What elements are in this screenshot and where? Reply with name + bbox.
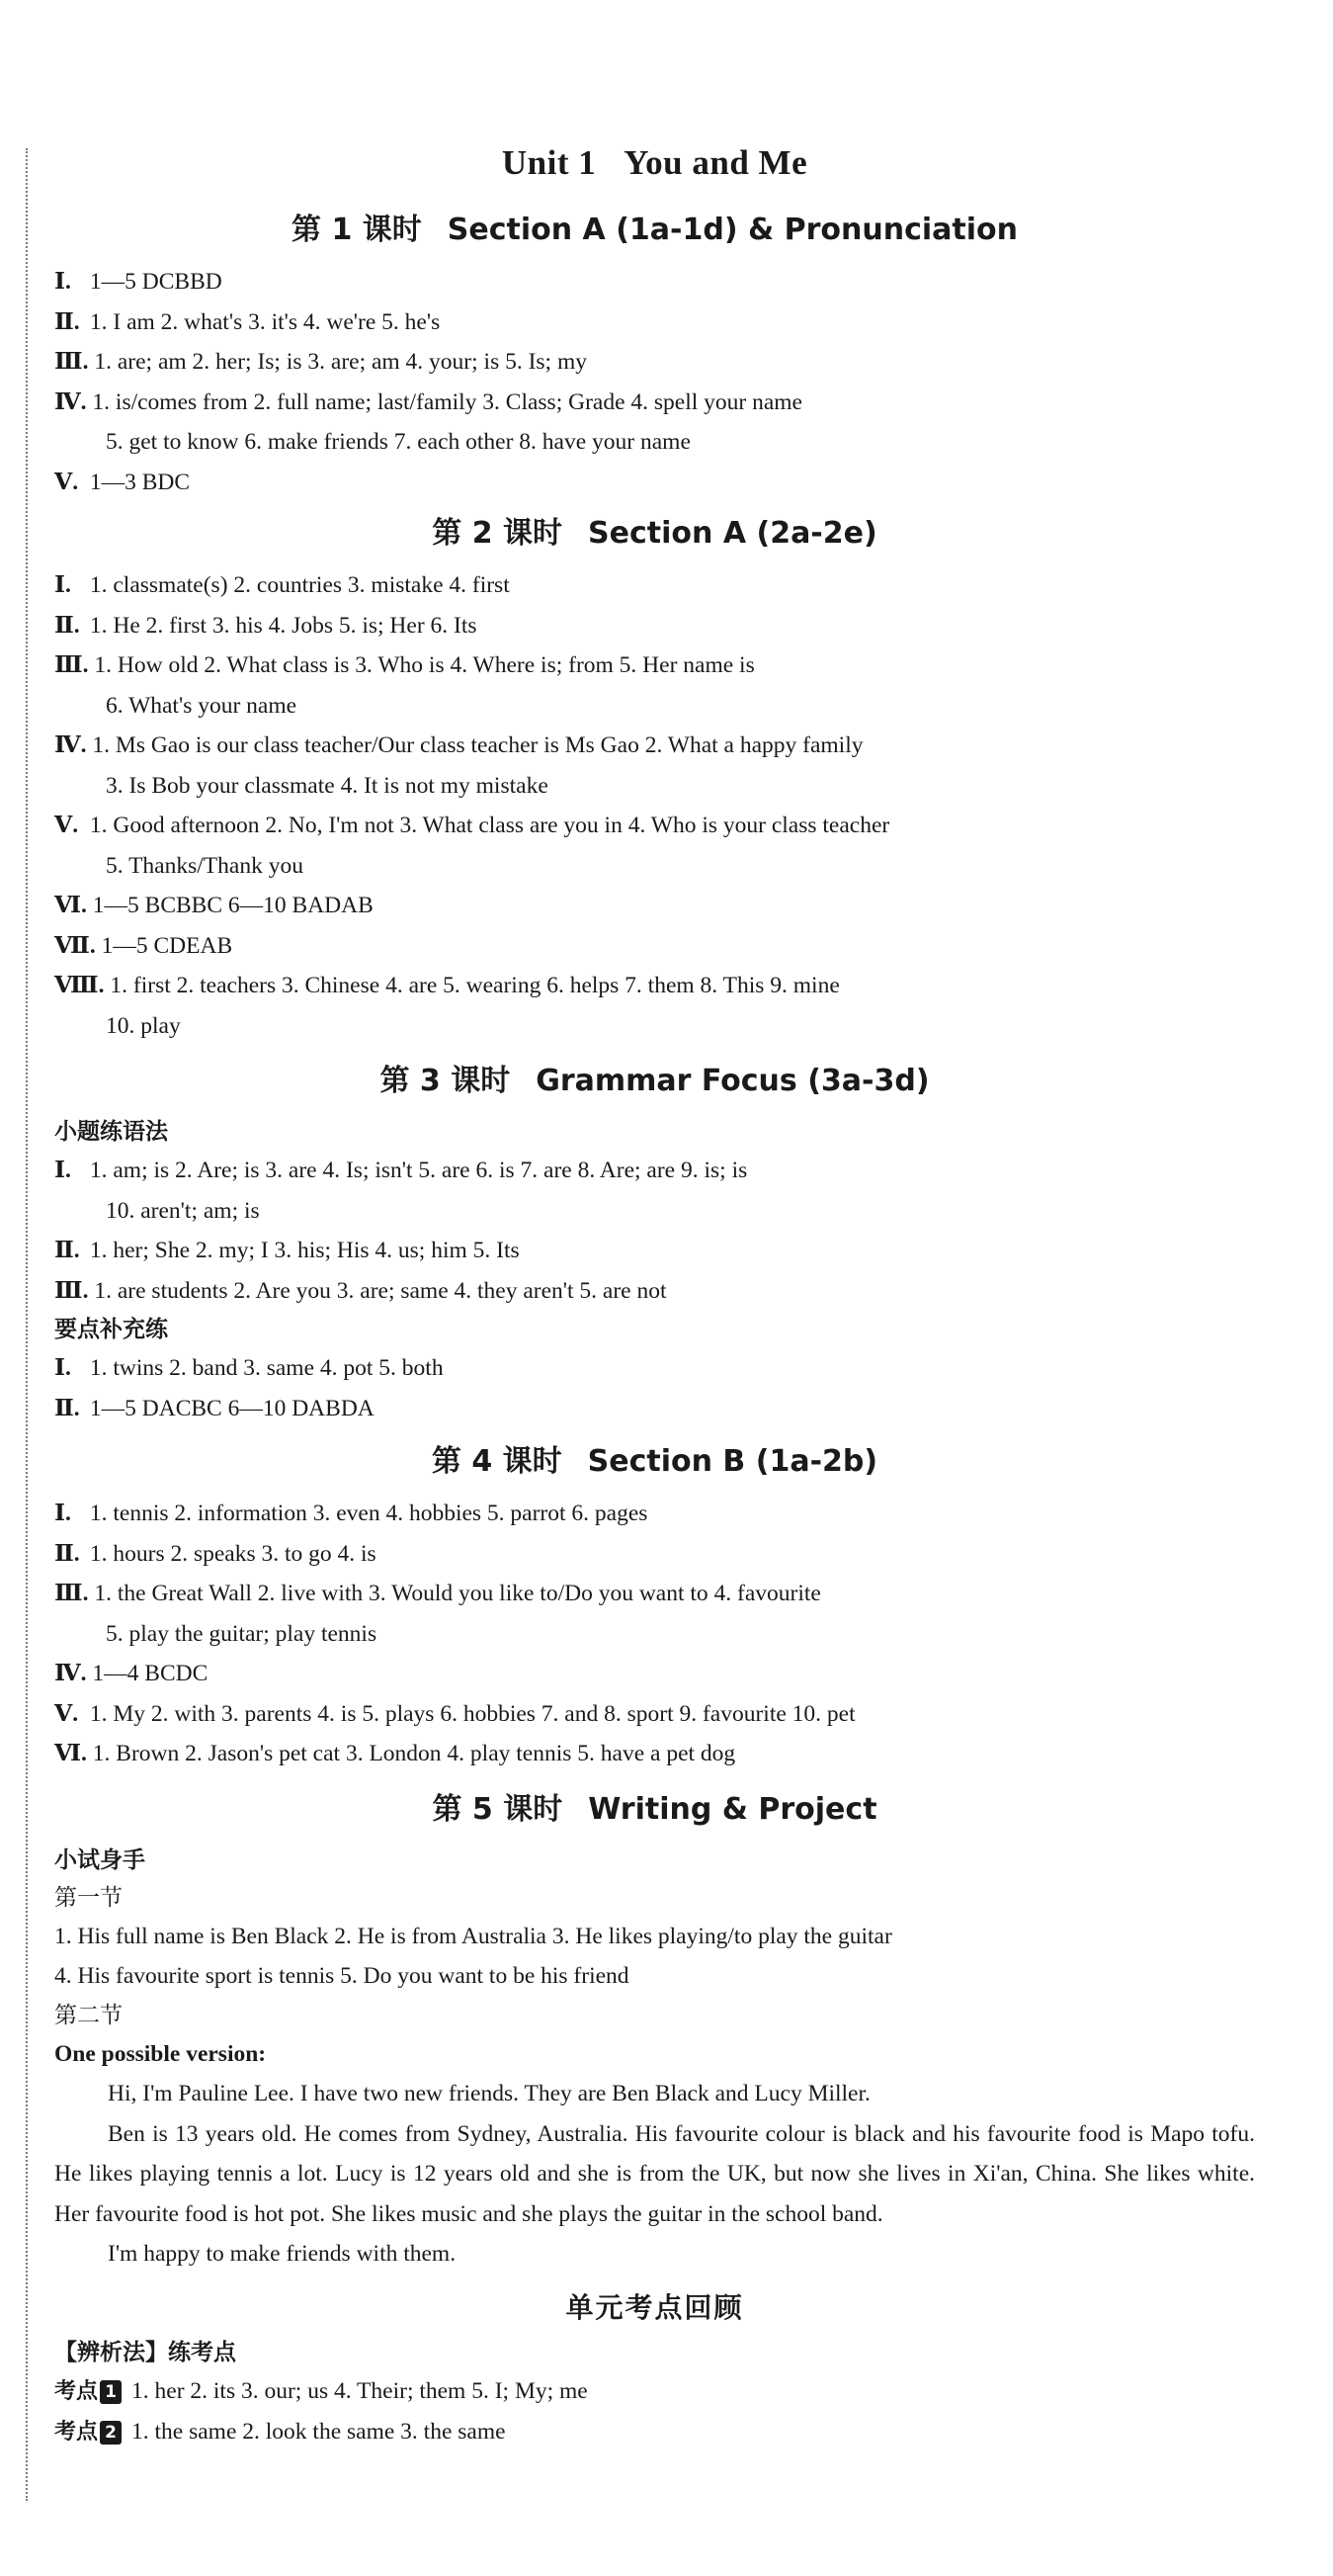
answer-line-continued: 5. Thanks/Thank you — [106, 852, 303, 879]
answer-line: Ⅳ. 1. Ms Gao is our class teacher/Our class teacher is Ms Gao 2. What a happy family — [54, 732, 864, 758]
answer-line: Ⅶ. 1—5 CDEAB — [54, 932, 233, 959]
answer-line: Ⅰ. 1—5 DCBBD — [54, 269, 222, 295]
answer-line: 1. His full name is Ben Black 2. He is from Australia 3. He likes playing/to play the guitar — [54, 1923, 892, 1949]
subsection-heading: 小题练语法 — [54, 1119, 168, 1145]
essay-paragraph: Ben is 13 years old. He comes from Sydney, Australia. His favourite colour is black and his favourite food is Mapo tofu. He likes playing tennis a lot. Lucy is 12 years old and she is from the UK, but now she lives in Xi'an, China. She likes white. Her favourite food is hot pot. She likes music and she plays the guitar in the school band. — [54, 2120, 1255, 2227]
point-number-badge: 1 — [100, 2380, 122, 2404]
lesson-5-answers — [54, 1842, 1255, 2275]
answer-line-continued: 5. play the guitar; play tennis — [106, 1620, 377, 1647]
answer-line-continued: 10. play — [106, 1012, 181, 1039]
essay-paragraph: I'm happy to make friends with them. — [108, 2241, 457, 2267]
answer-line: 4. His favourite sport is tennis 5. Do you want to be his friend — [54, 1963, 629, 1989]
unit-label: Unit 1 — [501, 143, 597, 182]
answer-line: Ⅲ. 1. are; am 2. her; Is; is 3. are; am 4. your; is 5. Is; my — [54, 349, 587, 375]
answer-line: Ⅱ. 1. hours 2. speaks 3. to go 4. is — [54, 1540, 376, 1567]
answer-line: Ⅰ. 1. am; is 2. Are; is 3. are 4. Is; isn't 5. are 6. is 7. are 8. Are; are 9. is; is — [54, 1158, 748, 1183]
answer-line: Ⅰ. 1. twins 2. band 3. same 4. pot 5. both — [54, 1355, 444, 1381]
lesson-2-answers — [54, 565, 1255, 1046]
review-section — [54, 2334, 1255, 2453]
answer-line-continued: 3. Is Bob your classmate 4. It is not my mistake — [106, 772, 548, 799]
review-method-heading: 【辨析法】练考点 — [54, 2339, 236, 2365]
answer-line: Ⅲ. 1. How old 2. What class is 3. Who is 4. Where is; from 5. Her name is — [54, 652, 755, 678]
answer-line: Ⅰ. 1. classmate(s) 2. countries 3. mistake 4. first — [54, 572, 510, 598]
lesson-1-answers — [54, 262, 1255, 502]
section-heading: 第一节 — [54, 1884, 123, 1911]
lesson-3-answers — [54, 1113, 1255, 1428]
point-number-badge: 2 — [100, 2421, 122, 2445]
answer-line: Ⅵ. 1. Brown 2. Jason's pet cat 3. London 4. play tennis 5. have a pet dog — [54, 1741, 736, 1766]
subsection-heading: 小试身手 — [54, 1846, 145, 1873]
answer-line: Ⅲ. 1. are students 2. Are you 3. are; same 4. they aren't 5. are not — [54, 1277, 667, 1304]
answer-line: Ⅴ. 1. My 2. with 3. parents 4. is 5. plays 6. hobbies 7. and 8. sport 9. favourite 10. pet — [54, 1700, 856, 1727]
lesson-5-title-en: Writing & Project — [588, 1791, 877, 1827]
answer-line: Ⅱ. 1. I am 2. what's 3. it's 4. we're 5. he's — [54, 308, 441, 335]
lesson-1-title-en: Section A (1a-1d) & Pronunciation — [447, 213, 1018, 247]
section-heading: 第二节 — [54, 2002, 123, 2028]
lesson-4-answers — [54, 1494, 1255, 1774]
answer-line: Ⅴ. 1. Good afternoon 2. No, I'm not 3. What class are you in 4. Who is your class teacher — [54, 813, 890, 838]
essay-paragraph: Hi, I'm Pauline Lee. I have two new friends. They are Ben Black and Lucy Miller. — [108, 2081, 871, 2106]
lesson-1-title — [54, 205, 1255, 248]
answer-line: Ⅴ. 1—3 BDC — [54, 469, 191, 495]
page-margin-dotted-line — [26, 148, 28, 2501]
answer-line: Ⅳ. 1—4 BCDC — [54, 1661, 208, 1686]
lesson-4-title — [54, 1436, 1255, 1480]
subsection-heading: 要点补充练 — [54, 1317, 168, 1342]
lesson-4-title-cn: 第 4 课时 — [431, 1444, 562, 1479]
answer-line: Ⅵ. 1—5 BCBBC 6—10 BADAB — [54, 893, 374, 918]
lesson-3-title — [54, 1056, 1255, 1099]
answer-line: Ⅱ. 1. He 2. first 3. his 4. Jobs 5. is; Her 6. Its — [54, 612, 477, 639]
answer-line: Ⅷ. 1. first 2. teachers 3. Chinese 4. are 5. wearing 6. helps 7. them 8. This 9. mine — [54, 973, 840, 998]
answer-key-page — [54, 143, 1255, 2453]
lesson-5-title — [54, 1784, 1255, 1828]
lesson-3-title-cn: 第 3 课时 — [379, 1064, 511, 1098]
lesson-5-title-cn: 第 5 课时 — [432, 1791, 563, 1827]
answer-line: Ⅰ. 1. tennis 2. information 3. even 4. hobbies 5. parrot 6. pages — [54, 1501, 648, 1526]
review-title: 单元考点回顾 — [565, 2290, 744, 2324]
review-point: 考点 2 1. the same 2. look the same 3. the same — [54, 2419, 506, 2445]
unit-title — [54, 143, 1255, 183]
review-point: 考点 1 1. her 2. its 3. our; us 4. Their; them 5. I; My; me — [54, 2377, 588, 2404]
lesson-2-title-cn: 第 2 课时 — [432, 516, 563, 551]
answer-line: Ⅳ. 1. is/comes from 2. full name; last/family 3. Class; Grade 4. spell your name — [54, 388, 802, 415]
unit-name: You and Me — [624, 143, 808, 182]
lesson-3-title-en: Grammar Focus (3a-3d) — [536, 1064, 930, 1098]
answer-line-continued: 10. aren't; am; is — [106, 1197, 260, 1224]
answer-line: Ⅲ. 1. the Great Wall 2. live with 3. Would you like to/Do you want to 4. favourite — [54, 1581, 821, 1606]
answer-line: Ⅱ. 1. her; She 2. my; I 3. his; His 4. us; him 5. Its — [54, 1238, 520, 1263]
answer-line: Ⅱ. 1—5 DACBC 6—10 DABDA — [54, 1395, 375, 1421]
lesson-2-title — [54, 508, 1255, 552]
lesson-1-title-cn: 第 1 课时 — [292, 213, 422, 247]
answer-line-continued: 5. get to know 6. make friends 7. each other 8. have your name — [106, 429, 691, 455]
lesson-2-title-en: Section A (2a-2e) — [588, 516, 877, 551]
version-label: One possible version: — [54, 2040, 267, 2067]
answer-line-continued: 6. What's your name — [106, 692, 297, 719]
lesson-4-title-en: Section B (1a-2b) — [587, 1444, 878, 1479]
